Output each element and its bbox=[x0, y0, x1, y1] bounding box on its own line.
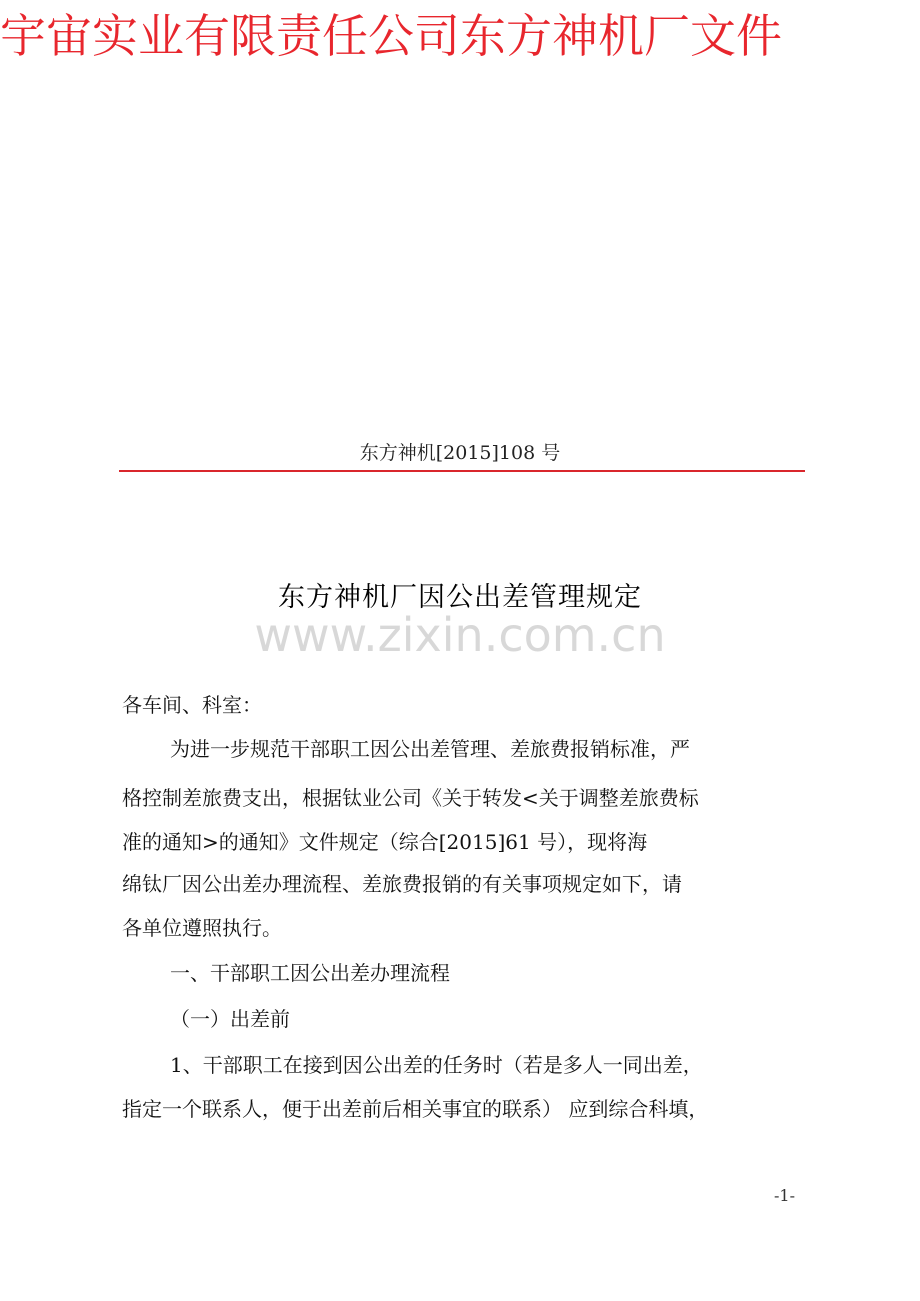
page-title: 东方神机厂因公出差管理规定 bbox=[278, 582, 642, 613]
watermark: www.zixin.com.cn bbox=[254, 608, 666, 662]
subsection-heading: （一）出差前 bbox=[170, 1007, 290, 1031]
header-divider-rule bbox=[119, 470, 805, 472]
body-line: 准的通知>的通知》文件规定（综合[2015]61 号），现将海 bbox=[122, 830, 648, 854]
body-line: 1、干部职工在接到因公出差的任务时（若是多人一同出差， bbox=[170, 1053, 703, 1077]
body-line: 各单位遵照执行。 bbox=[122, 916, 282, 940]
salutation: 各车间、科室： bbox=[122, 693, 262, 717]
body-line: 为进一步规范干部职工因公出差管理、差旅费报销标准，严 bbox=[170, 737, 690, 761]
body-line: 格控制差旅费支出，根据钛业公司《关于转发<关于调整差旅费标 bbox=[122, 786, 699, 810]
section-heading: 一、干部职工因公出差办理流程 bbox=[170, 961, 450, 985]
page-number: -1- bbox=[774, 1186, 795, 1205]
body-line: 绵钛厂因公出差办理流程、差旅费报销的有关事项规定如下，请 bbox=[122, 872, 682, 896]
document-header-title: 宇宙实业有限责任公司东方神机厂文件 bbox=[0, 9, 782, 63]
document-number: 东方神机[2015]108 号 bbox=[359, 442, 561, 464]
body-line: 指定一个联系人，便于出差前后相关事宜的联系） 应到综合科填， bbox=[122, 1097, 709, 1121]
